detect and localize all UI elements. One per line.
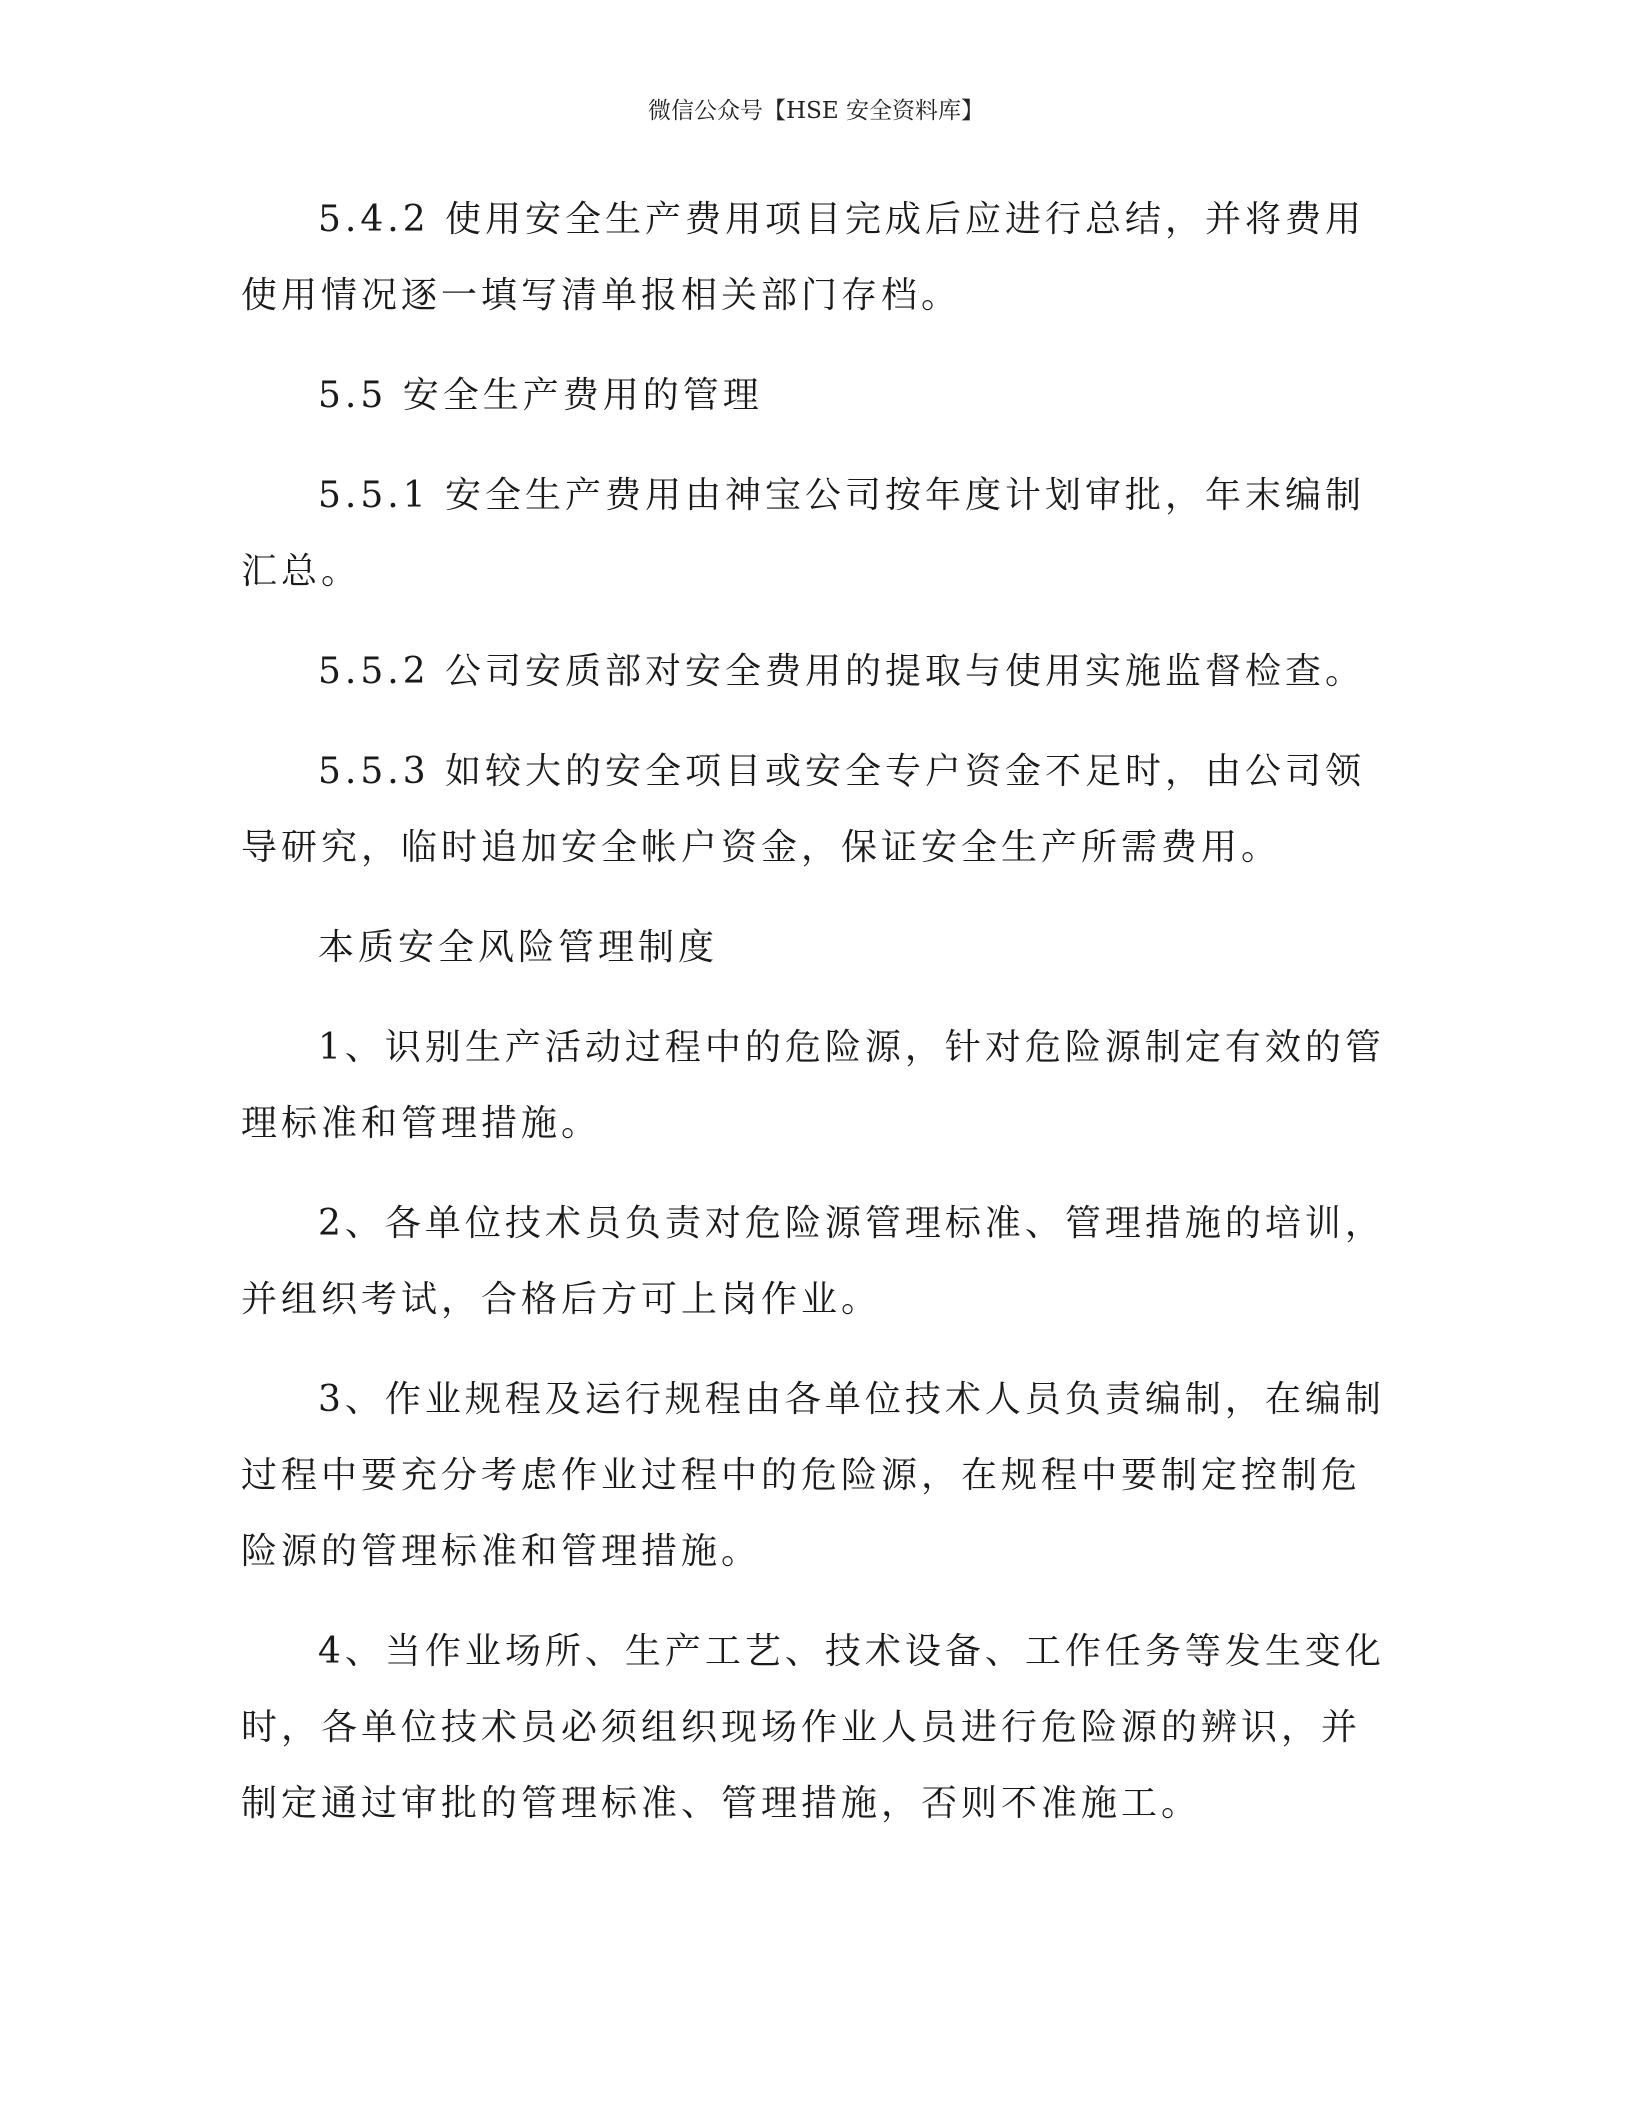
page-header: 微信公众号【HSE 安全资料库】	[648, 98, 984, 124]
paragraph-item-2: 2、各单位技术员负责对危险源管理标准、管理措施的培训，并组织考试，合格后方可上岗作业。	[241, 1203, 1385, 1320]
paragraph-5-5-2: 5.5.2 公司安质部对安全费用的提取与使用实施监督检查。	[318, 651, 1366, 692]
paragraph-5-4-2: 5.4.2 使用安全生产费用项目完成后应进行总结，并将费用使用情况逐一填写清单报相关部门存档。	[241, 199, 1366, 316]
paragraph-5-5-1: 5.5.1 安全生产费用由神宝公司按年度计划审批，年末编制汇总。	[241, 475, 1366, 592]
section-title-risk-management: 本质安全风险管理制度	[318, 927, 719, 968]
paragraph-5-5-3: 5.5.3 如较大的安全项目或安全专户资金不足时，由公司领导研究，临时追加安全帐户资金，保证安全生产所需费用。	[241, 751, 1366, 868]
paragraph-item-1: 1、识别生产活动过程中的危险源，针对危险源制定有效的管理标准和管理措施。	[241, 1027, 1385, 1144]
heading-5-5: 5.5 安全生产费用的管理	[318, 375, 763, 416]
document-body	[241, 182, 1389, 1866]
paragraph-item-3: 3、作业规程及运行规程由各单位技术人员负责编制，在编制过程中要充分考虑作业过程中的危险源，在规程中要制定控制危险源的管理标准和管理措施。	[241, 1379, 1385, 1572]
paragraph-item-4: 4、当作业场所、生产工艺、技术设备、工作任务等发生变化时，各单位技术员必须组织现场作业人员进行危险源的辨识，并制定通过审批的管理标准、管理措施，否则不准施工。	[241, 1631, 1385, 1824]
